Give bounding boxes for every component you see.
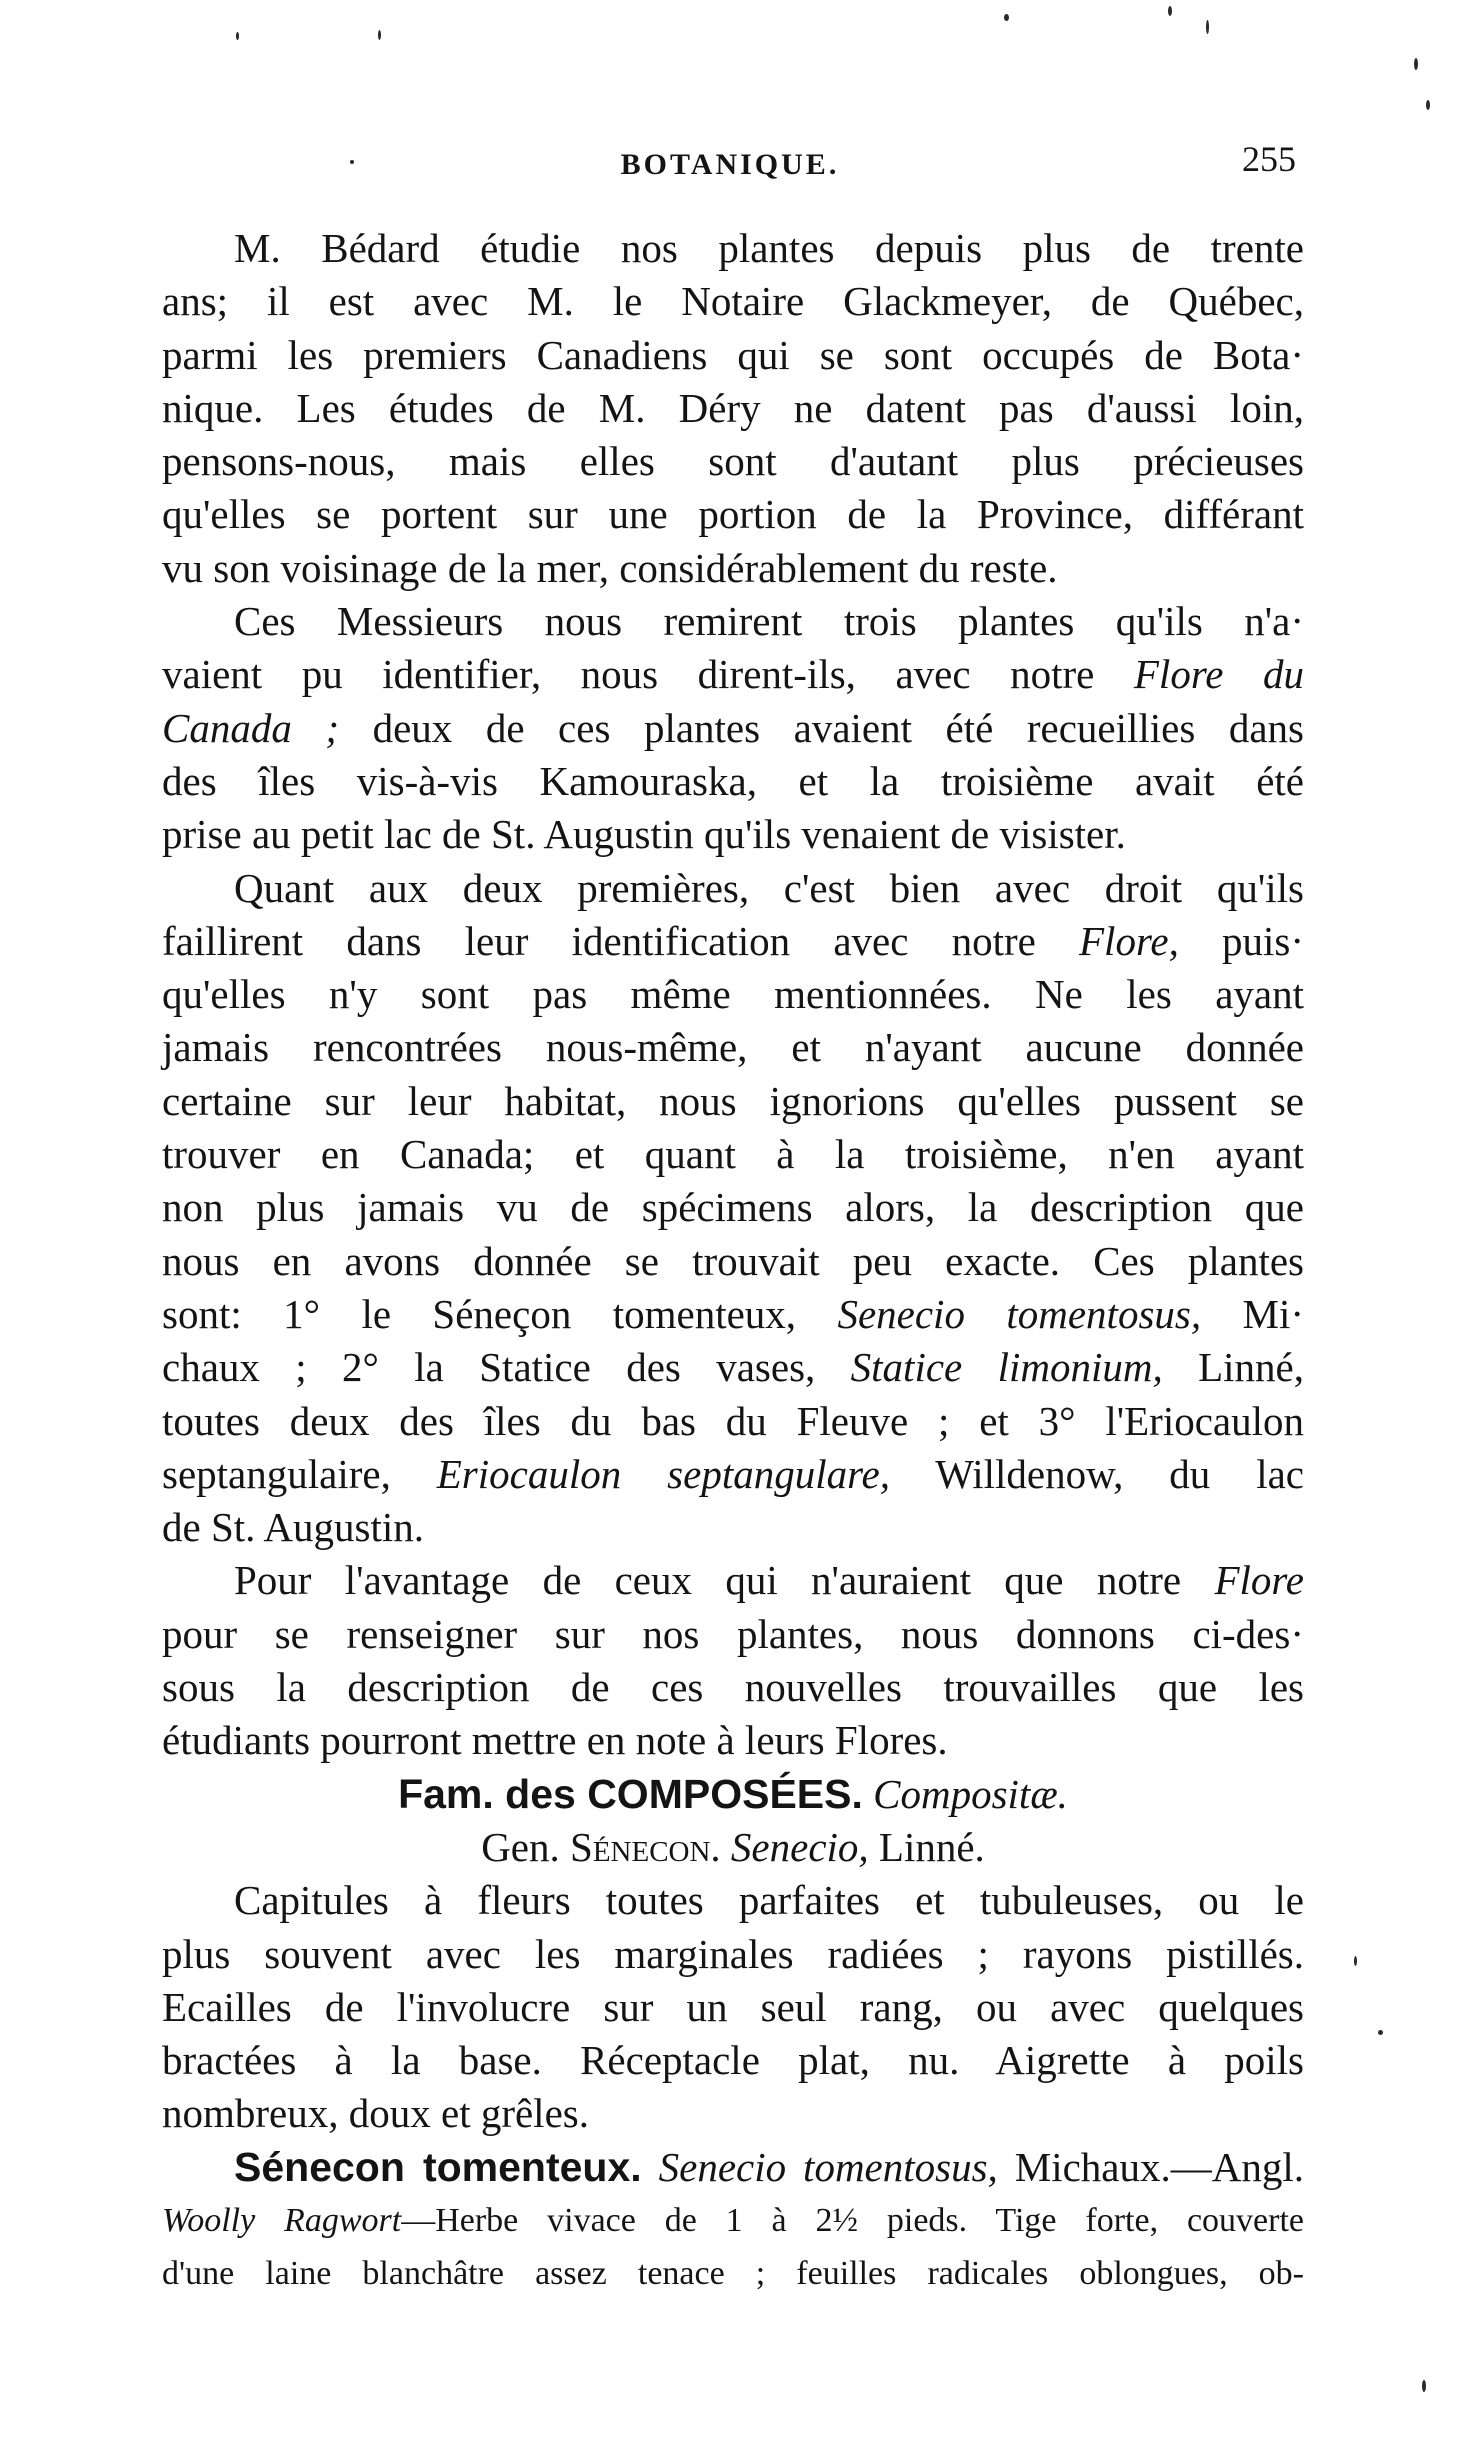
paragraph-line	[162, 1448, 1304, 1501]
paragraph-line: pour se renseigner sur nos plantes, nous donnons ci-des·	[162, 1610, 1304, 1657]
paragraph-line	[162, 1554, 1304, 1607]
paragraph-line	[162, 1341, 1304, 1394]
text-run: Mi·	[1242, 1290, 1305, 1337]
paragraph-line: bractées à la base. Réceptacle plat, nu. Aigrette à poils	[162, 2037, 1304, 2084]
paragraph-line	[162, 915, 1304, 968]
paragraph-line: nous en avons donnée se trouvait peu exacte. Ces plantes	[162, 1237, 1304, 1284]
family-latin: Compositæ.	[873, 1770, 1068, 1817]
genus-author: Linné.	[878, 1823, 985, 1870]
genus-latin: Senecio,	[730, 1823, 869, 1870]
text-run: faillirent dans leur identification avec notre	[162, 917, 1036, 964]
species-author: Michaux.—Angl.	[1014, 2143, 1305, 2190]
family-heading	[162, 1768, 1304, 1821]
paragraph-line: parmi les premiers Canadiens qui se sont occupés de Bota·	[162, 331, 1304, 378]
paragraph-line: des îles vis-à-vis Kamouraska, et la troisième avait été	[162, 757, 1304, 804]
scan-speck	[1206, 20, 1209, 34]
paragraph-line: qu'elles se portent sur une portion de la Province, différant	[162, 491, 1304, 538]
italic-title: Flore du	[1133, 651, 1304, 698]
paragraph-line: trouver en Canada; et quant à la troisième, n'en ayant	[162, 1131, 1304, 1178]
text-run: deux de ces plantes avaient été recueillies dans	[372, 704, 1305, 751]
paragraph-line: ans; il est avec M. le Notaire Glackmeyer, de Québec,	[162, 278, 1304, 325]
text-run: vaient pu identifier, nous dirent-ils, avec notre	[162, 651, 1095, 698]
text-run: Pour l'avantage de ceux qui n'auraient que notre	[234, 1557, 1182, 1604]
italic-title: Flore,	[1079, 917, 1179, 964]
scan-speck	[1004, 14, 1009, 21]
paragraph-line	[162, 1288, 1304, 1341]
family-name: Fam. des COMPOSÉES.	[398, 1770, 863, 1817]
latin-name: Senecio tomentosus,	[837, 1290, 1202, 1337]
paragraph-line: non plus jamais vu de spécimens alors, la description que	[162, 1184, 1304, 1231]
species-heading	[162, 2141, 1304, 2194]
paragraph-line: Capitules à fleurs toutes parfaites et tubuleuses, ou le	[234, 1877, 1304, 1924]
scan-speck	[1414, 58, 1418, 70]
paragraph-line: vu son voisinage de la mer, considérablement du reste.	[162, 544, 1058, 591]
genus-heading	[162, 1821, 1304, 1874]
scan-speck	[1422, 2380, 1426, 2392]
paragraph-line: qu'elles n'y sont pas même mentionnées. Ne les ayant	[162, 971, 1304, 1018]
scan-speck	[236, 32, 239, 40]
scan-speck	[350, 160, 354, 164]
species-name: Sénecon tomenteux.	[234, 2143, 642, 2190]
genus-name: Sénecon.	[570, 1823, 721, 1870]
paragraph-line: M. Bédard étudie nos plantes depuis plus de trente	[234, 225, 1304, 271]
paragraph-line: pensons-nous, mais elles sont d'autant plus précieuses	[162, 438, 1304, 485]
paragraph-line: étudiants pourront mettre en note à leurs Flores.	[162, 1717, 948, 1764]
text-run: puis·	[1222, 917, 1305, 964]
english-name: Woolly Ragwort	[162, 2201, 402, 2239]
paragraph-line: prise au petit lac de St. Augustin qu'ils venaient de visister.	[162, 811, 1126, 858]
paragraph-line	[162, 702, 1304, 755]
scan-speck	[1168, 6, 1172, 16]
paragraph-line: nombreux, doux et grêles.	[162, 2090, 589, 2137]
paragraph-line: Ecailles de l'involucre sur un seul rang, ou avec quelques	[162, 1983, 1304, 2030]
italic-title: Canada ;	[162, 704, 340, 751]
text-run: septangulaire,	[162, 1450, 391, 1497]
paragraph-line: nique. Les études de M. Déry ne datent pas d'aussi loin,	[162, 384, 1304, 431]
text-run: sont: 1° le Séneçon tomenteux,	[162, 1290, 797, 1337]
text-run: chaux ; 2° la Statice des vases,	[162, 1344, 816, 1391]
paragraph-line: de St. Augustin.	[162, 1504, 424, 1551]
scan-speck	[1426, 100, 1430, 110]
species-latin: Senecio tomentosus,	[658, 2143, 998, 2190]
text-run: Willdenow, du lac	[935, 1450, 1304, 1497]
paragraph-line: toutes deux des îles du bas du Fleuve ; et 3° l'Eriocaulon	[162, 1397, 1304, 1444]
paragraph-line: jamais rencontrées nous-même, et n'ayant aucune donnée	[162, 1024, 1304, 1071]
paragraph-line: plus souvent avec les marginales radiées ; rayons pistillés.	[162, 1930, 1304, 1977]
paragraph-line: certaine sur leur habitat, nous ignorions qu'elles pussent se	[162, 1077, 1304, 1124]
species-line	[162, 2194, 1304, 2247]
running-title: BOTANIQUE.	[620, 148, 840, 181]
scan-speck	[1378, 2030, 1383, 2035]
paragraph-line: Ces Messieurs nous remirent trois plantes qu'ils n'a·	[234, 598, 1304, 645]
paragraph-line	[162, 648, 1304, 701]
scan-speck	[1354, 1956, 1357, 1966]
page-number: 255	[1242, 139, 1296, 179]
latin-name: Eriocaulon septangulare,	[436, 1450, 890, 1497]
scan-speck	[378, 30, 381, 40]
text-run: —Herbe vivace de 1 à 2½ pieds. Tige forte, couverte	[401, 2201, 1304, 2239]
italic-title: Flore	[1214, 1557, 1305, 1604]
latin-name: Statice limonium,	[850, 1344, 1163, 1391]
paragraph-line: Quant aux deux premières, c'est bien avec droit qu'ils	[234, 864, 1304, 911]
species-line: d'une laine blanchâtre assez tenace ; feuilles radicales oblongues, ob-	[162, 2255, 1304, 2293]
page-text	[162, 222, 1304, 2301]
genus-prefix: Gen.	[481, 1823, 560, 1870]
text-run: Linné,	[1198, 1344, 1305, 1391]
paragraph-line: sous la description de ces nouvelles trouvailles que les	[162, 1664, 1304, 1711]
